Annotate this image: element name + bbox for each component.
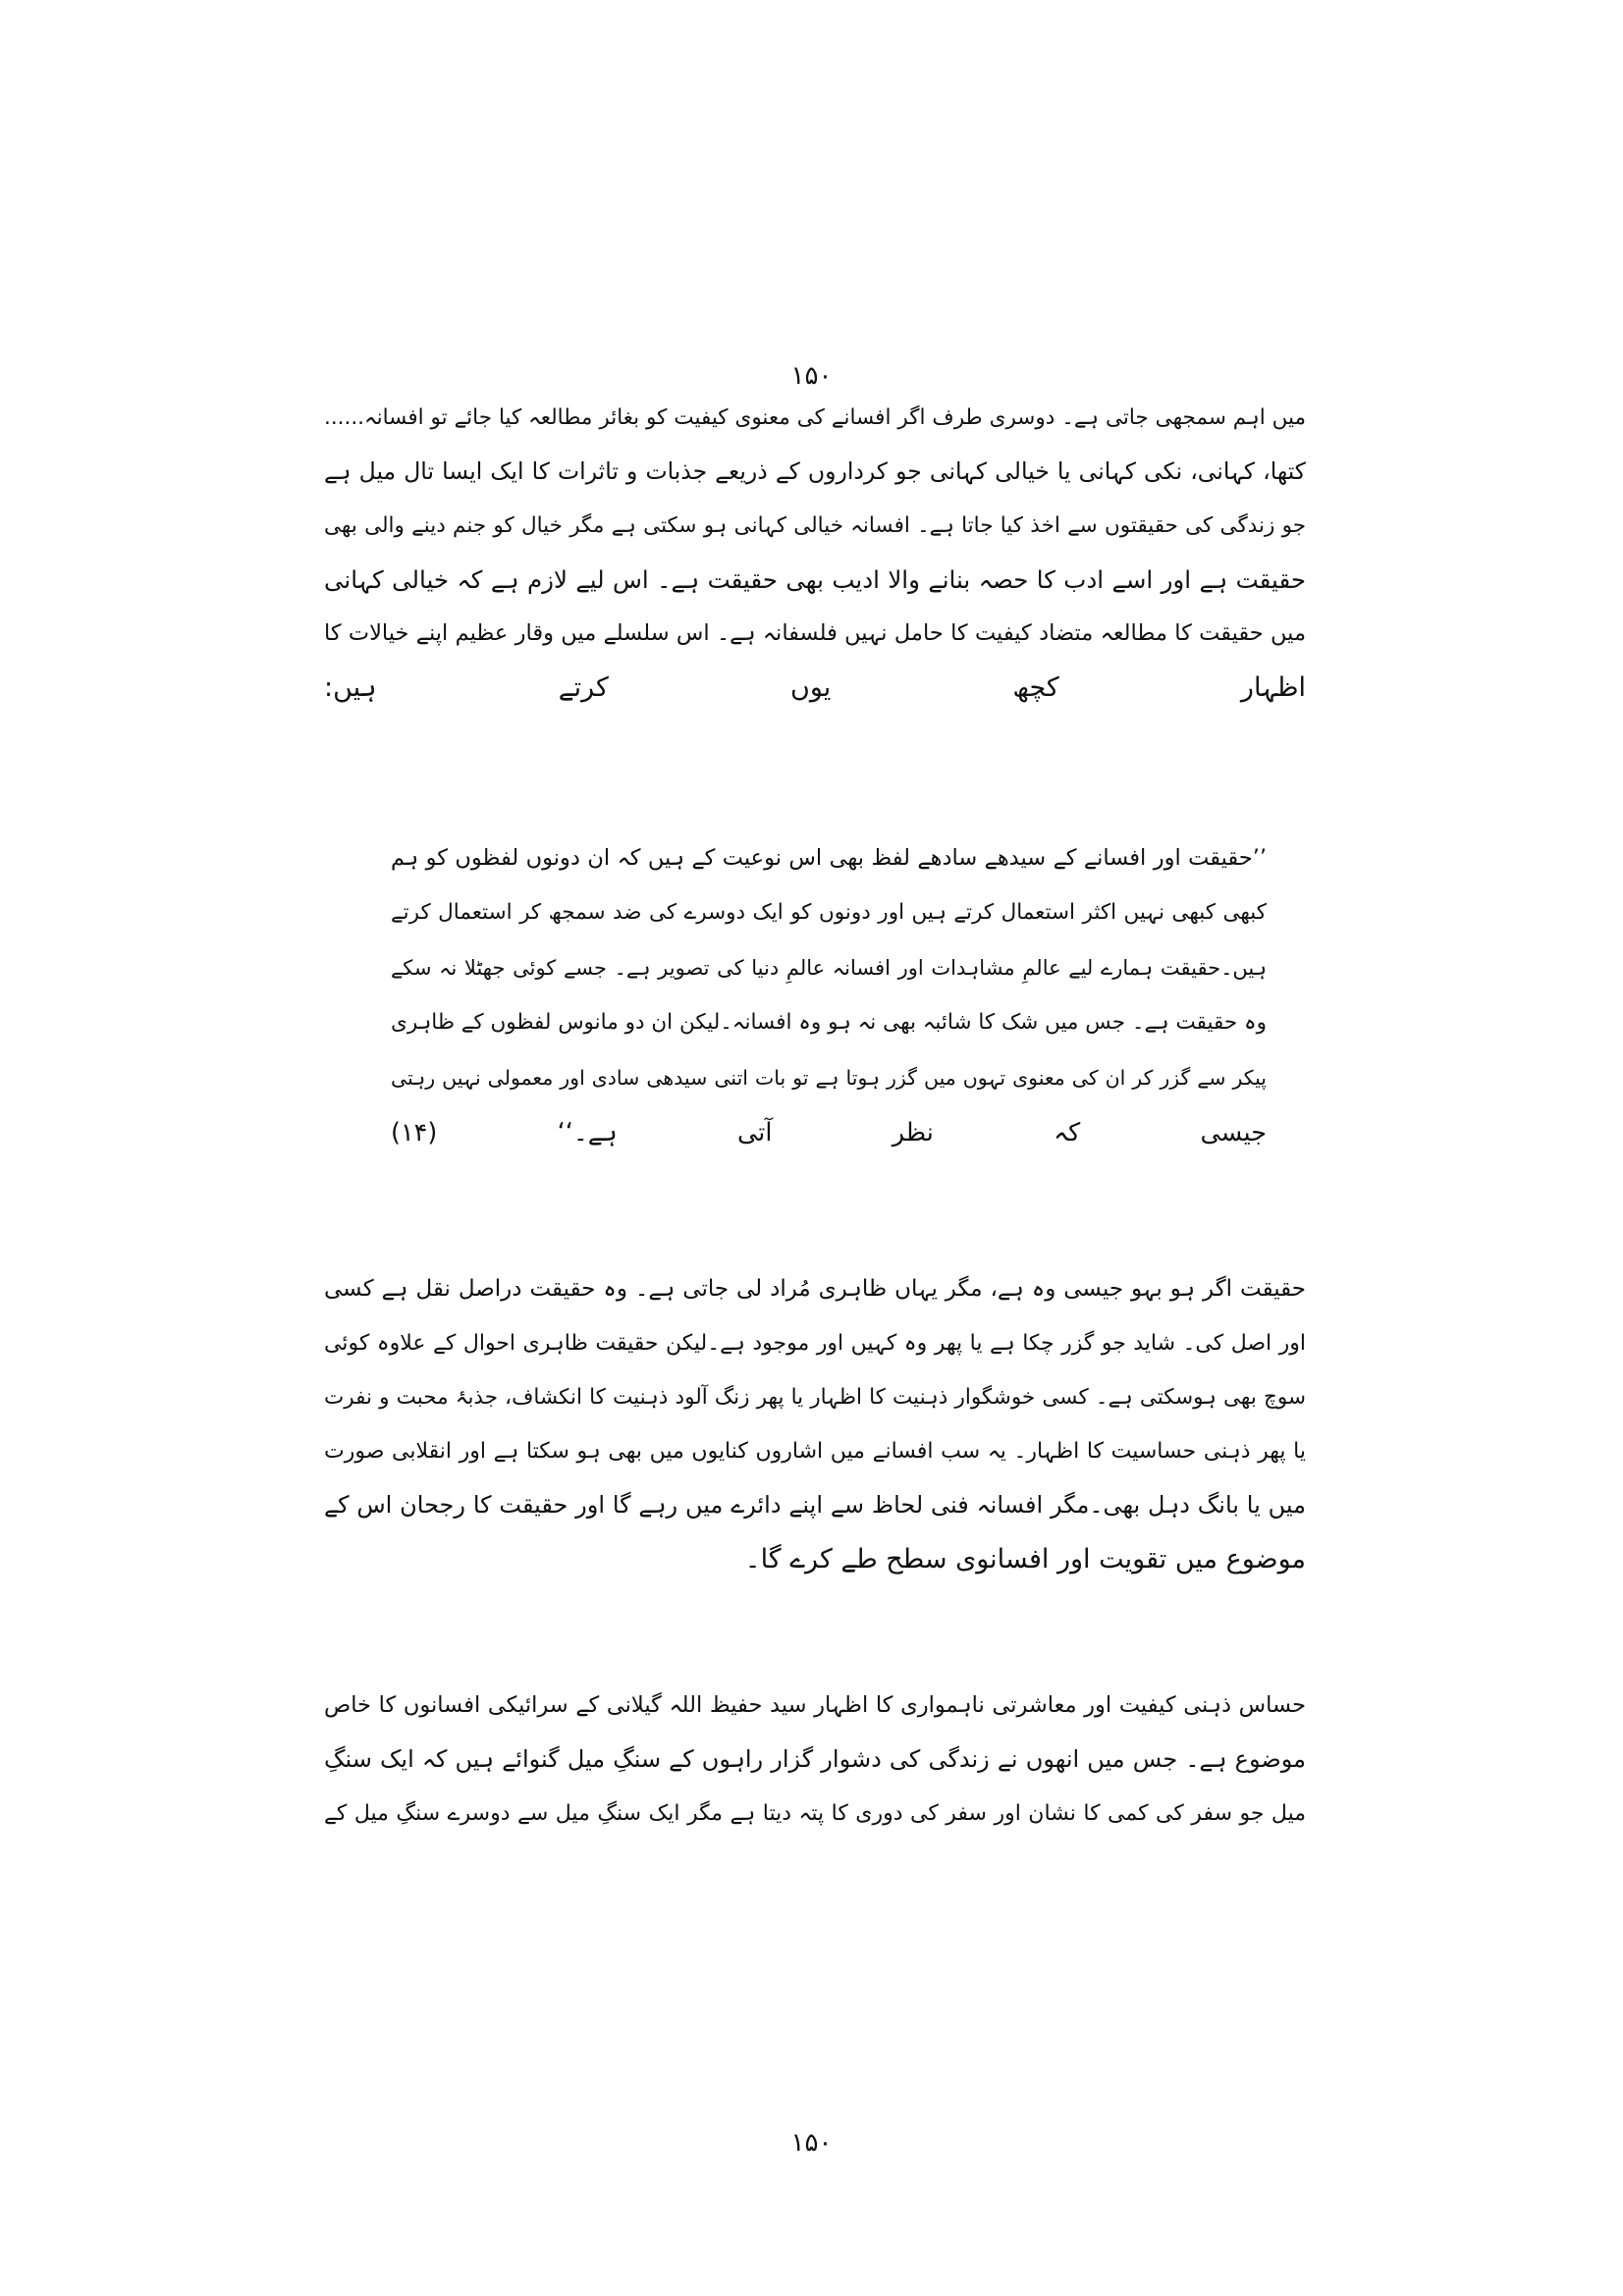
text-line: اور اصل کی۔ شاید جو گزر چکا ہے یا پھر وہ کہیں اور موجود ہے۔لیکن حقیقت ظاہری احوال کے علاوہ کوئی xyxy=(324,1331,1306,1356)
block-quote xyxy=(391,830,1267,1160)
text-line: موضوع ہے۔ جس میں انھوں نے زندگی کی دشوار گزار راہوں کے سنگِ میل گنوائے ہیں کہ ایک سنگِ xyxy=(324,1745,1306,1773)
text-line: موضوع میں تقویت اور افسانوی سطح طے کرے گا۔ xyxy=(744,1544,1306,1575)
text-line: حقیقت اگر ہو بہو جیسی وہ ہے، مگر یہاں ظاہری مُراد لی جاتی ہے۔ وہ حقیقت دراصل نقل ہے کسی xyxy=(324,1276,1306,1302)
page-number-bottom: ۱۵۰ xyxy=(790,2128,833,2158)
quote-line: پیکر سے گزر کر ان کی معنوی تہوں میں گزر ہوتا ہے تو بات اتنی سیدھی سادی اور معمولی نہیں رہتی xyxy=(391,1066,1267,1090)
quote-line: ہیں۔حقیقت ہمارے لیے عالمِ مشاہدات اور افسانہ عالمِ دنیا کی تصویر ہے۔ جسے کوئی جھٹلا نہ سکے xyxy=(391,956,1267,980)
paragraph-1 xyxy=(324,391,1306,715)
text-line: میں یا بانگ دہل بھی۔مگر افسانہ فنی لحاظ سے اپنے دائرے میں رہے گا اور حقیقت کا رجحان اس کے xyxy=(324,1491,1306,1519)
quote-line: ’’حقیقت اور افسانے کے سیدھے سادھے لفظ بھی اس نوعیت کے ہیں کہ ان دونوں لفظوں کو ہم xyxy=(391,845,1267,871)
text-line: جو زندگی کی حقیقتوں سے اخذ کیا جاتا ہے۔ افسانہ خیالی کہانی ہو سکتی ہے مگر خیال کو جنم دینے والی بھی xyxy=(324,513,1306,538)
text-line: میل جو سفر کی کمی کا نشان اور سفر کی دوری کا پتہ دیتا ہے مگر ایک سنگِ میل سے دوسرے سنگِ میل کے xyxy=(324,1801,1306,1826)
text-line: اظہار کچھ یوں کرتے ہیں: xyxy=(324,672,1306,703)
quote-line: جیسی کہ نظر آتی ہے۔‘‘ (۱۴) xyxy=(391,1118,1267,1148)
text-line: میں حقیقت کا مطالعہ متضاد کیفیت کا حامل نہیں فلسفانہ ہے۔ اس سلسلے میں وقار عظیم اپنے خیالات کا xyxy=(324,620,1306,646)
text-line: میں اہم سمجھی جاتی ہے۔ دوسری طرف اگر افسانے کی معنوی کیفیت کو بغائر مطالعہ کیا جائے تو افسانہ...... xyxy=(324,405,1306,430)
paragraph-3 xyxy=(324,1679,1306,1841)
text-line: حساس ذہنی کیفیت اور معاشرتی ناہمواری کا اظہار سید حفیظ اللہ گیلانی کے سرائیکی افسانوں کا خاص xyxy=(324,1692,1306,1718)
quote-line: کبھی کبھی نہیں اکثر استعمال کرتے ہیں اور دونوں کو ایک دوسرے کی ضد سمجھ کر استعمال کرتے xyxy=(391,900,1267,925)
text-line: حقیقت ہے اور اسے ادب کا حصہ بنانے والا ادیب بھی حقیقت ہے۔ اس لیے لازم ہے کہ خیالی کہانی xyxy=(324,565,1306,594)
page-number-top: ۱۵۰ xyxy=(790,361,833,391)
text-line: کتھا، کہانی، نکی کہانی یا خیالی کہانی جو کرداروں کے ذریعے جذبات و تاثرات کا ایک ایسا تال میل ہے xyxy=(324,457,1306,485)
text-line: یا پھر ذہنی حساسیت کا اظہار۔ یہ سب افسانے میں اشاروں کنایوں میں بھی ہو سکتا ہے اور انقلابی صورت xyxy=(324,1439,1306,1464)
quote-line: وہ حقیقت ہے۔ جس میں شک کا شائبہ بھی نہ ہو وہ افسانہ۔لیکن ان دو مانوس لفظوں کے ظاہری xyxy=(391,1010,1267,1035)
paragraph-2 xyxy=(324,1262,1306,1586)
text-line: سوچ بھی ہوسکتی ہے۔ کسی خوشگوار ذہنیت کا اظہار یا پھر زنگ آلود ذہنیت کا انکشاف، جذبۂ محبت و نفرت xyxy=(324,1385,1306,1410)
